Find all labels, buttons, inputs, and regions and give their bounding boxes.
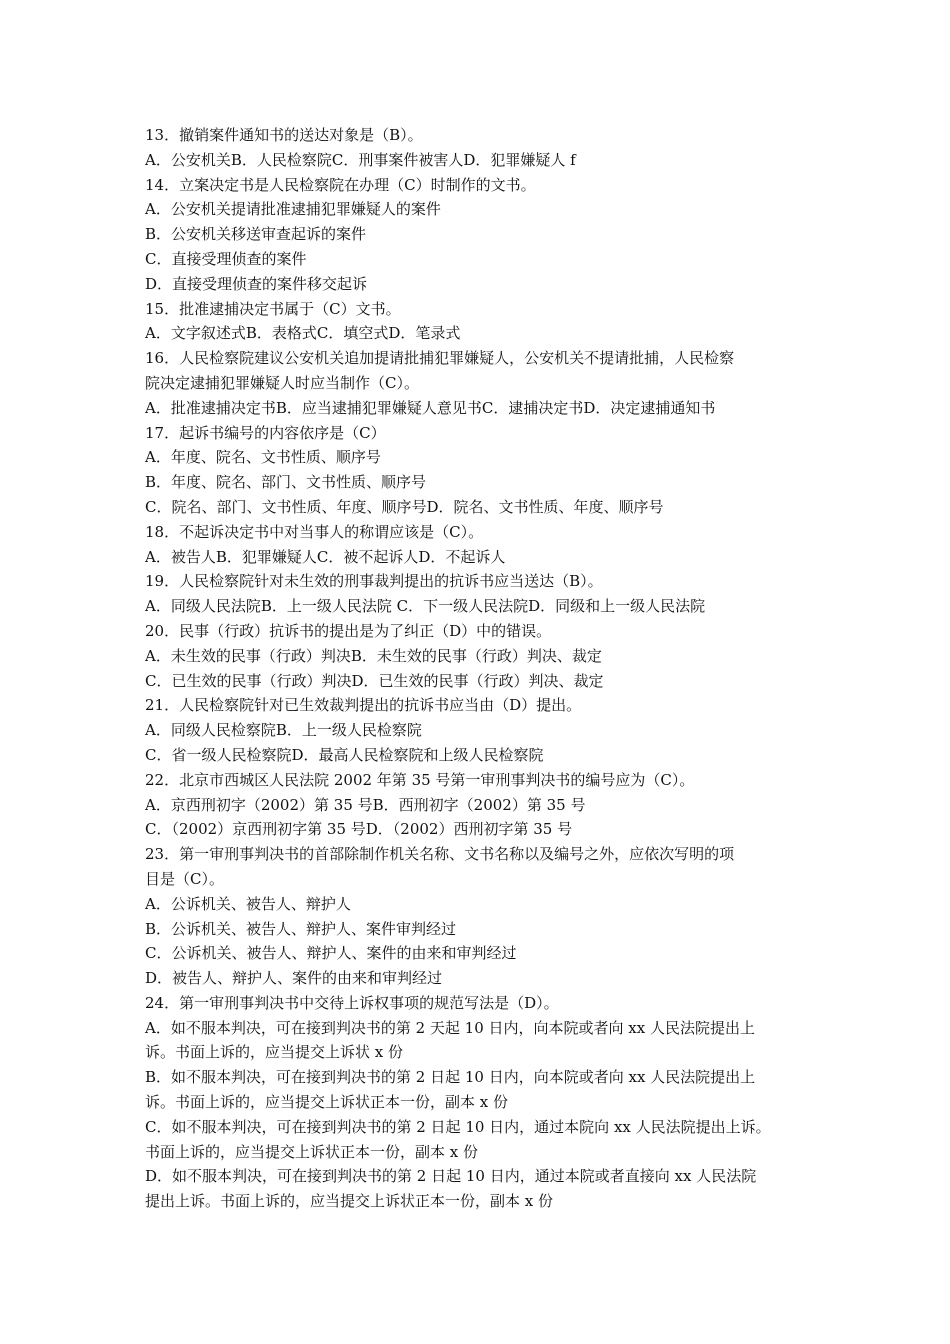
question-24-option-d-line-2: 提出上诉。书面上诉的，应当提交上诉状正本一份，副本 x 份	[145, 1192, 553, 1211]
question-23-stem-line-2: 目是（C）。	[145, 869, 224, 888]
question-17-stem: 17．起诉书编号的内容依序是（C）	[145, 423, 386, 442]
question-14-option-a: A．公安机关提请批准逮捕犯罪嫌疑人的案件	[145, 200, 441, 219]
question-24-option-a-line-2: 诉。书面上诉的，应当提交上诉状 x 份	[145, 1043, 403, 1062]
question-23-option-a: A．公诉机关、被告人、辩护人	[145, 894, 351, 913]
question-20-option-cd: C．已生效的民事（行政）判决D．已生效的民事（行政）判决、裁定	[145, 671, 604, 690]
question-16-stem-line-1: 16．人民检察院建议公安机关追加提请批捕犯罪嫌疑人，公安机关不提请批捕，人民检察	[145, 349, 735, 368]
question-19-options: A．同级人民法院B．上一级人民法院 C．下一级人民法院D．同级和上一级人民法院	[145, 597, 706, 616]
question-24-option-c-line-1: C．如不服本判决，可在接到判决书的第 2 日起 10 日内，通过本院向 xx 人民法院提出上诉。	[145, 1117, 771, 1136]
question-16-stem-line-2: 院决定逮捕犯罪嫌疑人时应当制作（C）。	[145, 373, 419, 392]
question-19-stem: 19．人民检察院针对未生效的刑事裁判提出的抗诉书应当送达（B）。	[145, 572, 603, 591]
question-21-option-cd: C．省一级人民检察院D．最高人民检察院和上级人民检察院	[145, 745, 544, 764]
question-23-option-d: D．被告人、辩护人、案件的由来和审判经过	[145, 969, 443, 988]
question-22-option-ab: A．京西刑初字（2002）第 35 号B．西刑初字（2002）第 35 号	[145, 795, 586, 814]
question-14-stem: 14．立案决定书是人民检察院在办理（C）时制作的文书。	[145, 175, 536, 194]
question-24-option-b-line-1: B．如不服本判决，可在接到判决书的第 2 日起 10 日内，向本院或者向 xx 人民法院提出上	[145, 1068, 756, 1087]
document-page	[145, 123, 825, 1214]
question-24-option-a-line-1: A．如不服本判决，可在接到判决书的第 2 天起 10 日内，向本院或者向 xx 人民法院提出上	[145, 1018, 755, 1037]
question-21-stem: 21．人民检察院针对已生效裁判提出的抗诉书应当由（D）提出。	[145, 696, 582, 715]
question-14-option-c: C．直接受理侦查的案件	[145, 249, 307, 268]
question-23-option-b: B．公诉机关、被告人、辩护人、案件审判经过	[145, 919, 457, 938]
question-15-stem: 15．批准逮捕决定书属于（C）文书。	[145, 299, 401, 318]
question-17-option-cd: C．院名、部门、文书性质、年度、顺序号D．院名、文书性质、年度、顺序号	[145, 497, 664, 516]
question-22-stem: 22．北京市西城区人民法院 2002 年第 35 号第一审刑事判决书的编号应为（C）。	[145, 770, 695, 789]
question-24-option-d-line-1: D．如不服本判决，可在接到判决书的第 2 日起 10 日内，通过本院或者直接向 xx 人民法院	[145, 1167, 757, 1186]
question-14-option-b: B．公安机关移送审查起诉的案件	[145, 225, 367, 244]
question-17-option-b: B．年度、院名、部门、文书性质、顺序号	[145, 473, 427, 492]
question-20-option-ab: A．未生效的民事（行政）判决B．未生效的民事（行政）判决、裁定	[145, 646, 602, 665]
question-18-stem: 18．不起诉决定书中对当事人的称谓应该是（C）。	[145, 522, 484, 541]
question-24-option-c-line-2: 书面上诉的，应当提交上诉状正本一份，副本 x 份	[145, 1142, 478, 1161]
question-24-option-b-line-2: 诉。书面上诉的，应当提交上诉状正本一份，副本 x 份	[145, 1093, 508, 1112]
question-24-stem: 24．第一审刑事判决书中交待上诉权事项的规范写法是（D）。	[145, 993, 559, 1012]
question-21-option-ab: A．同级人民检察院B．上一级人民检察院	[145, 721, 422, 740]
question-22-option-cd: C．（2002）京西刑初字第 35 号D．（2002）西刑初字第 35 号	[145, 820, 573, 839]
question-13-stem: 13．撤销案件通知书的送达对象是（B）。	[145, 126, 423, 144]
question-18-options: A．被告人B．犯罪嫌疑人C．被不起诉人D．不起诉人	[145, 547, 506, 566]
question-23-option-c: C．公诉机关、被告人、辩护人、案件的由来和审判经过	[145, 944, 517, 963]
question-20-stem: 20．民事（行政）抗诉书的提出是为了纠正（D）中的错误。	[145, 621, 552, 640]
question-16-options: A．批准逮捕决定书B．应当逮捕犯罪嫌疑人意见书C．逮捕决定书D．决定逮捕通知书	[145, 398, 716, 417]
question-14-option-d: D．直接受理侦查的案件移交起诉	[145, 274, 368, 293]
question-23-stem-line-1: 23．第一审刑事判决书的首部除制作机关名称、文书名称以及编号之外，应依次写明的项	[145, 845, 735, 864]
question-17-option-a: A．年度、院名、文书性质、顺序号	[145, 448, 381, 467]
question-13-options: A．公安机关B．人民检察院C．刑事案件被害人D．犯罪嫌疑人 f	[145, 150, 576, 169]
question-15-options: A．文字叙述式B．表格式C．填空式D．笔录式	[145, 324, 461, 343]
